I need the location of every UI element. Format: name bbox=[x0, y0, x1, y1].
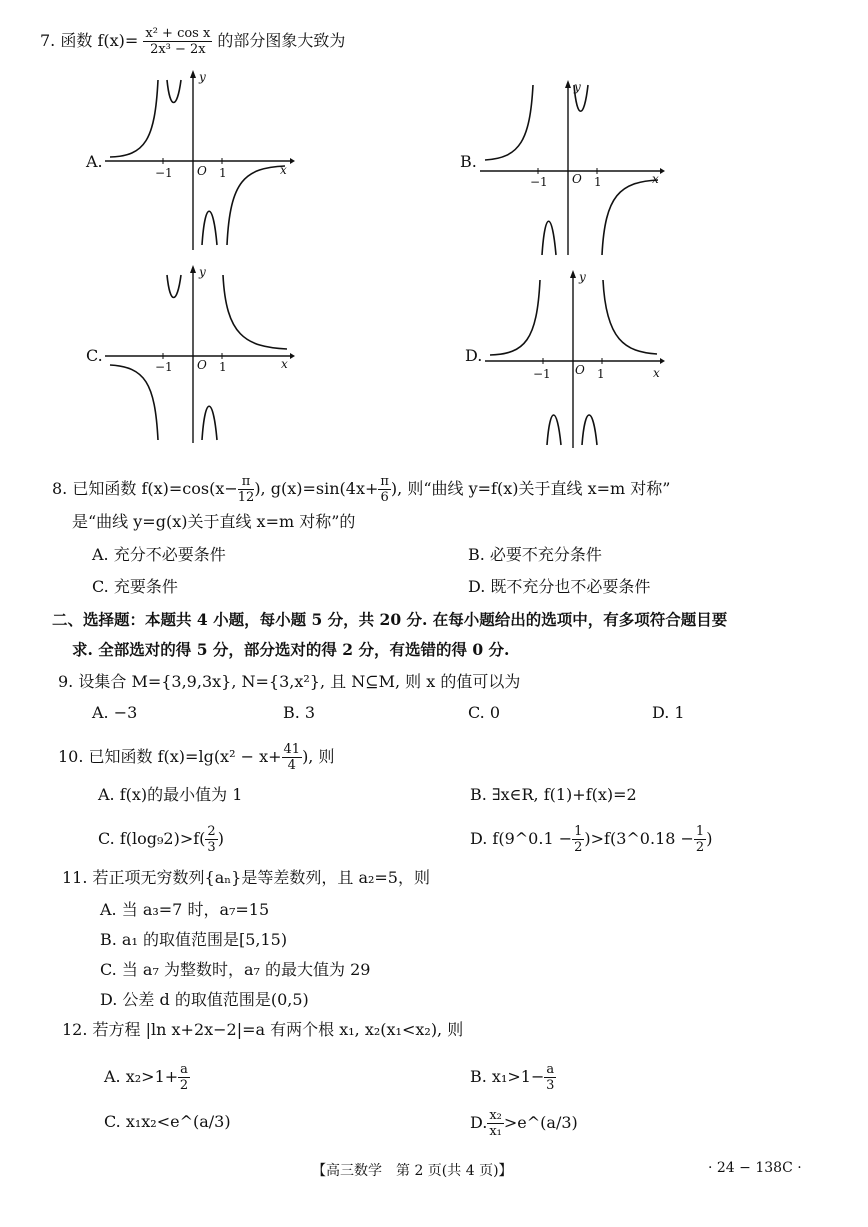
q12-optb-frac-den: 3 bbox=[546, 1078, 555, 1093]
graph-d-label: D. bbox=[465, 346, 483, 365]
section2-line1: 二、选择题：本题共 4 小题，每小题 5 分，共 20 分. 在每小题给出的选项中，有多项符合题目要 bbox=[52, 610, 728, 629]
q9-option-d: D. 1 bbox=[652, 703, 685, 722]
graph-d-y-label: y bbox=[579, 270, 586, 284]
q10-text-a: 10. 已知函数 f(x)=lg(x² − x+ bbox=[58, 747, 282, 766]
q10-optd-frac2-den: 2 bbox=[695, 840, 705, 855]
graph-a-origin: O bbox=[197, 164, 207, 178]
q10-optd-frac2-num: 1 bbox=[695, 824, 705, 839]
q10-optc-frac-num: 2 bbox=[207, 824, 216, 839]
q7-fraction bbox=[143, 26, 212, 57]
q10-optd-frac2 bbox=[694, 824, 706, 855]
graph-d-svg bbox=[485, 270, 675, 450]
graph-a-svg bbox=[105, 70, 295, 250]
q10-optc-frac-den: 3 bbox=[207, 840, 216, 855]
q8-option-c: C. 充要条件 bbox=[92, 577, 178, 596]
q10-option-c bbox=[98, 824, 224, 855]
q12-optb-text: B. x₁>1− bbox=[470, 1067, 545, 1086]
q12-opta-frac bbox=[178, 1062, 190, 1093]
q12-opta-frac-den: 2 bbox=[179, 1078, 189, 1093]
graph-d bbox=[485, 270, 675, 450]
graph-b-y-label: y bbox=[574, 80, 581, 94]
q10-optd-text-c: ) bbox=[706, 829, 713, 848]
q10-optd-frac1-num: 1 bbox=[574, 824, 583, 839]
graph-c-label: C. bbox=[86, 346, 103, 365]
q8-frac1-den: 12 bbox=[237, 490, 255, 505]
q12-optd-text-a: D. bbox=[470, 1113, 488, 1132]
q12-option-a bbox=[104, 1062, 190, 1093]
q11-stem: 11. 若正项无穷数列{aₙ}是等差数列，且 a₂=5，则 bbox=[62, 868, 430, 887]
q10-option-a: A. f(x)的最小值为 1 bbox=[98, 785, 243, 804]
graph-c-tick-neg: −1 bbox=[155, 360, 173, 374]
graph-a-y-label: y bbox=[199, 70, 206, 84]
graph-d-origin: O bbox=[575, 363, 585, 377]
q10-optc-text-b: ) bbox=[217, 829, 224, 848]
graph-a-tick-neg: −1 bbox=[155, 166, 173, 180]
q12-opta-frac-num: a bbox=[180, 1062, 188, 1077]
q12-stem: 12. 若方程 |ln x+2x−2|=a 有两个根 x₁, x₂(x₁<x₂), 则 bbox=[62, 1020, 464, 1039]
graph-c-x-label: x bbox=[281, 357, 288, 371]
graph-c-origin: O bbox=[197, 358, 207, 372]
graph-b bbox=[480, 80, 670, 260]
q10-stem bbox=[58, 742, 334, 773]
q10-optd-text-a: D. f(9^0.1 − bbox=[470, 829, 573, 848]
q10-optd-frac1-den: 2 bbox=[574, 840, 583, 855]
q12-optd-text-b: >e^(a/3) bbox=[503, 1113, 578, 1132]
graph-d-tick-neg: −1 bbox=[533, 367, 551, 381]
graph-c-svg bbox=[105, 265, 295, 445]
q8-text-b: ), g(x)=sin(4x+ bbox=[254, 479, 379, 498]
graph-b-svg bbox=[480, 80, 670, 260]
graph-a-x-label: x bbox=[280, 163, 287, 177]
q10-optc-text-a: C. f(log₉2)>f( bbox=[98, 829, 206, 848]
q10-optd-text-b: )>f(3^0.18 − bbox=[584, 829, 694, 848]
q10-optc-frac bbox=[205, 824, 217, 855]
q7-prefix: 7. 函数 f(x)= bbox=[40, 31, 139, 50]
q9-option-c: C. 0 bbox=[468, 703, 501, 722]
q10-frac bbox=[282, 742, 303, 773]
graph-b-origin: O bbox=[572, 172, 582, 186]
q8-frac2 bbox=[378, 474, 391, 505]
graph-b-tick-pos: 1 bbox=[594, 175, 602, 189]
graph-b-tick-neg: −1 bbox=[530, 175, 548, 189]
q10-text-b: ), 则 bbox=[302, 747, 335, 766]
q11-option-c: C. 当 a₇ 为整数时，a₇ 的最大值为 29 bbox=[100, 960, 371, 979]
footer-code: · 24 − 138C · bbox=[708, 1160, 802, 1176]
q7-suffix: 的部分图象大致为 bbox=[217, 31, 346, 50]
q12-option-c: C. x₁x₂<e^(a/3) bbox=[104, 1112, 231, 1131]
graph-b-x-label: x bbox=[652, 172, 659, 186]
q7-stem bbox=[40, 26, 345, 57]
q8-frac2-num: π bbox=[380, 474, 389, 489]
q8-stem-line1 bbox=[52, 474, 670, 505]
graph-d-x-label: x bbox=[653, 366, 660, 380]
graph-a-label: A. bbox=[86, 152, 103, 171]
q10-optd-frac1 bbox=[572, 824, 584, 855]
q9-option-a: A. −3 bbox=[92, 703, 138, 722]
q8-frac2-den: 6 bbox=[380, 490, 389, 505]
q10-frac-den: 4 bbox=[287, 758, 296, 773]
q10-frac-num: 41 bbox=[283, 742, 301, 757]
graph-a-tick-pos: 1 bbox=[219, 166, 227, 180]
graph-c-y-label: y bbox=[199, 265, 206, 279]
q8-frac1 bbox=[238, 474, 255, 505]
q12-opta-text: A. x₂>1+ bbox=[104, 1067, 179, 1086]
q11-option-b: B. a₁ 的取值范围是[5,15) bbox=[100, 930, 288, 949]
graph-d-tick-pos: 1 bbox=[597, 367, 605, 381]
q7-numerator: x² + cos x bbox=[145, 26, 211, 41]
q12-optd-frac-den: x₁ bbox=[489, 1124, 502, 1139]
q10-option-b: B. ∃x∈R, f(1)+f(x)=2 bbox=[470, 785, 637, 804]
q12-optd-frac-num: x₂ bbox=[489, 1108, 502, 1123]
q12-option-d bbox=[470, 1108, 578, 1139]
q7-denominator: 2x³ − 2x bbox=[150, 42, 206, 57]
section2-line2: 求. 全部选对的得 5 分，部分选对的得 2 分，有选错的得 0 分. bbox=[72, 640, 510, 659]
q11-option-a: A. 当 a₃=7 时，a₇=15 bbox=[100, 900, 270, 919]
q12-optd-frac bbox=[487, 1108, 504, 1139]
graph-a bbox=[105, 70, 295, 250]
graph-c bbox=[105, 265, 295, 445]
q9-stem: 9. 设集合 M={3,9,3x}, N={3,x²}, 且 N⊆M, 则 x 的值可以为 bbox=[58, 672, 521, 691]
q8-option-d: D. 既不充分也不必要条件 bbox=[468, 577, 651, 596]
q11-option-d: D. 公差 d 的取值范围是(0,5) bbox=[100, 990, 309, 1009]
q8-frac1-num: π bbox=[238, 474, 255, 490]
q8-option-b: B. 必要不充分条件 bbox=[468, 545, 602, 564]
graph-b-label: B. bbox=[460, 152, 477, 171]
q9-option-b: B. 3 bbox=[283, 703, 316, 722]
q12-optb-frac bbox=[544, 1062, 556, 1093]
graph-c-tick-pos: 1 bbox=[219, 360, 227, 374]
q8-text-a: 8. 已知函数 f(x)=cos(x− bbox=[52, 479, 238, 498]
q8-text-c: ), 则“曲线 y=f(x)关于直线 x=m 对称” bbox=[390, 479, 671, 498]
footer-page-info: 【高三数学 第 2 页(共 4 页)】 bbox=[312, 1163, 513, 1179]
q10-option-d bbox=[470, 824, 712, 855]
q12-option-b bbox=[470, 1062, 556, 1093]
q12-optb-frac-num: a bbox=[546, 1062, 555, 1077]
q8-option-a: A. 充分不必要条件 bbox=[92, 545, 226, 564]
q8-stem-line2: 是“曲线 y=g(x)关于直线 x=m 对称”的 bbox=[72, 512, 356, 531]
